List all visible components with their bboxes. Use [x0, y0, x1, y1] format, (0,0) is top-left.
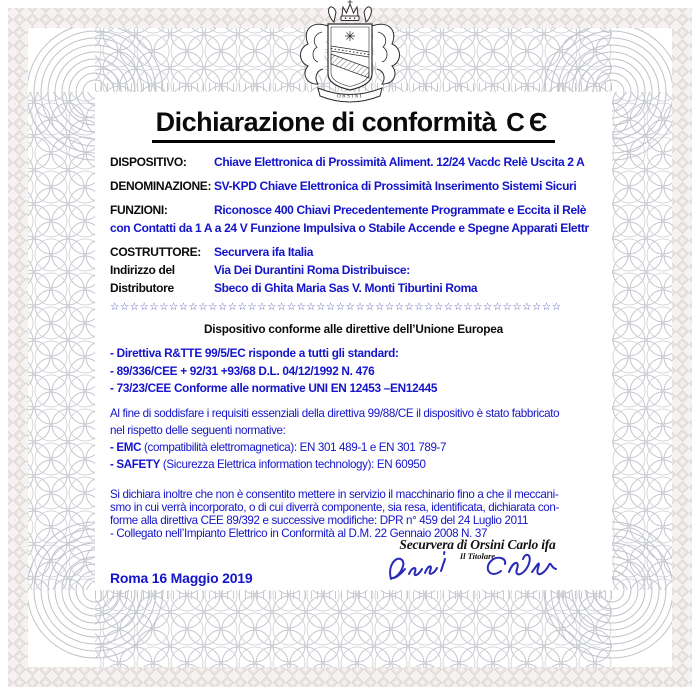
field-label: COSTRUTTORE: [110, 245, 201, 259]
fabrication-line: Al fine di soddisfare i requisiti essenziali della direttiva 99/88/CE il dispositivo è stato fabbricato [110, 406, 560, 420]
emc-text: (compatibilità elettromagnetica): EN 301 489-1 e EN 301 789-7 [141, 440, 447, 454]
signature-block [360, 537, 595, 594]
page-title [152, 107, 556, 143]
certificate-body [95, 92, 612, 590]
field-label: DENOMINAZIONE: [110, 179, 212, 193]
field-value: Sbeco di Ghita Maria Sas V. Monti Tiburtini Roma [214, 281, 478, 295]
field-value: Riconosce 400 Chiavi Precedentemente Programmate e Eccita il Relè [214, 203, 587, 217]
directive-line: - 73/23/CEE Conforme alle normative UNI EN 12453 –EN12445 [110, 381, 438, 395]
emc-line [110, 439, 597, 456]
field-row-funzioni [110, 202, 597, 219]
field-value: SV-KPD Chiave Elettronica di Prossimità Inserimento Sistemi Sicuri [214, 179, 577, 193]
orsini-coat-of-arms [288, 0, 412, 106]
emc-label: - EMC [110, 440, 142, 454]
signatory-role: Il Titolare [459, 550, 496, 561]
field-value-continuation: con Contatti da 1 A a 24 V Funzione Impulsiva o Stabile Accende e Spegne Apparati Elettr [110, 221, 589, 235]
eu-conformity-heading: Dispositivo conforme alle direttive dell’Unione Europea [203, 322, 504, 336]
field-row-denominazione [110, 178, 597, 195]
machinery-declaration [110, 488, 597, 540]
field-label: FUNZIONI: [110, 203, 168, 217]
field-row-dispositivo [110, 154, 597, 171]
safety-label: - SAFETY [110, 457, 161, 471]
ce-mark: CЄ [506, 107, 552, 137]
field-row-costruttore [110, 244, 597, 261]
field-label: Distributore [110, 281, 174, 295]
safety-line [110, 456, 597, 473]
field-value: Securvera ifa Italia [214, 245, 314, 259]
safety-text: (Sicurezza Elettrica information technology): EN 60950 [160, 457, 426, 471]
field-row-distributore [110, 280, 597, 297]
field-value: Chiave Elettronica di Prossimità Aliment. 12/24 Vacdc Relè Uscita 2 A [214, 155, 585, 169]
directive-line: - Direttiva R&TTE 99/5/EC risponde a tutti gli standard: [110, 346, 399, 360]
signature-area [110, 536, 597, 615]
crest-banner-text: ORSINI [337, 94, 363, 100]
declaration-line: smo in cui verrà incorporato, o di cui diverrà componente, sia resa, identificata, dichiarata con- [110, 500, 560, 514]
star-separator: ☆☆☆☆☆☆☆☆☆☆☆☆☆☆☆☆☆☆☆☆☆☆☆☆☆☆☆☆☆☆☆☆☆☆☆☆☆☆☆☆☆☆☆☆☆☆ [110, 301, 562, 313]
fabrication-line: nel rispetto delle seguenti normative: [110, 423, 286, 437]
directive-line: - 89/336/CEE + 92/31 +93/68 D.L. 04/12/1992 N. 476 [110, 363, 375, 378]
device-fields [110, 154, 597, 297]
fabrication-paragraph [110, 405, 597, 473]
signatory-company: Securvera di Orsini Carlo ifa [399, 536, 556, 552]
field-label: DISPOSITIVO: [110, 155, 187, 169]
field-row-indirizzo [110, 262, 597, 279]
handwritten-signature [383, 547, 573, 589]
directives-list [110, 345, 597, 398]
border-fringe-bottom [95, 591, 612, 599]
place-and-date: Roma 16 Maggio 2019 [110, 569, 253, 586]
field-label: Indirizzo del [110, 263, 175, 277]
declaration-line: - Collegato nell’Impianto Elettrico in Conformità al D.M. 22 Gennaio 2008 N. 37 [110, 526, 488, 540]
field-value: Via Dei Durantini Roma Distribuisce: [214, 263, 410, 277]
title-text: Dichiarazione di conformità [155, 107, 497, 137]
declaration-line: forme alla direttiva CEE 89/392 e successive modifiche: DPR n° 459 del 24 Luglio 2011 [110, 513, 529, 527]
declaration-line: Si dichiara inoltre che non è consentito mettere in servizio il macchinario fino a che il meccani- [110, 487, 559, 501]
